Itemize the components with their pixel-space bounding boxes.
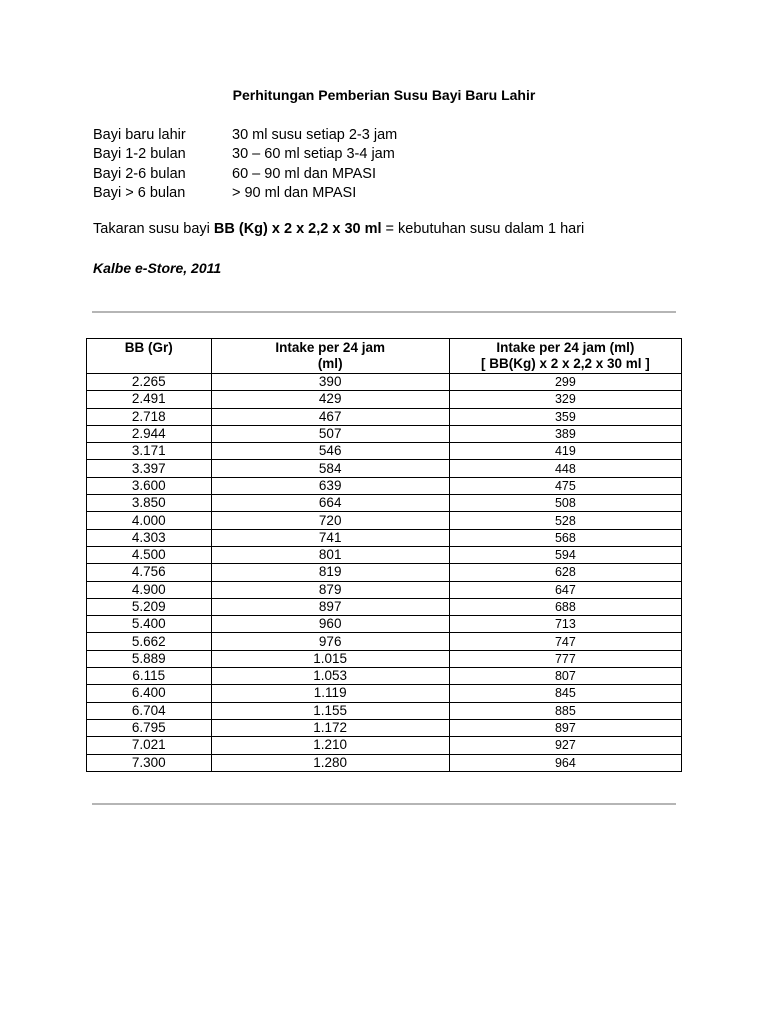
- age-guide-row: [93, 164, 397, 184]
- cell-bb: 5.889: [87, 650, 212, 667]
- cell-intake: 1.280: [211, 754, 449, 771]
- cell-intake: 976: [211, 633, 449, 650]
- cell-intake-formula: 897: [449, 719, 681, 736]
- age-amount: > 90 ml dan MPASI: [232, 185, 357, 202]
- cell-intake: 801: [211, 546, 449, 563]
- table-row: [87, 754, 682, 771]
- cell-intake-formula: 419: [449, 443, 681, 460]
- cell-bb: 2.265: [87, 374, 212, 391]
- cell-bb: 2.491: [87, 391, 212, 408]
- cell-bb: 6.704: [87, 702, 212, 719]
- table-row: [87, 495, 682, 512]
- cell-intake: 546: [211, 443, 449, 460]
- age-label: Bayi > 6 bulan: [93, 185, 186, 202]
- cell-intake-formula: 927: [449, 737, 681, 754]
- cell-intake: 1.119: [211, 685, 449, 702]
- cell-intake-formula: 508: [449, 495, 681, 512]
- table-row: [87, 668, 682, 685]
- cell-intake-formula: 594: [449, 546, 681, 563]
- cell-intake-formula: 647: [449, 581, 681, 598]
- table-row: [87, 719, 682, 736]
- age-amount: 30 ml susu setiap 2-3 jam: [232, 126, 398, 143]
- cell-intake: 720: [211, 512, 449, 529]
- cell-intake: 879: [211, 581, 449, 598]
- cell-intake: 664: [211, 495, 449, 512]
- cell-intake: 741: [211, 529, 449, 546]
- divider-bottom: [92, 803, 676, 805]
- cell-intake-formula: 885: [449, 702, 681, 719]
- cell-intake: 1.155: [211, 702, 449, 719]
- table-row: [87, 737, 682, 754]
- table-row: [87, 477, 682, 494]
- cell-bb: 2.718: [87, 408, 212, 425]
- cell-intake: 390: [211, 374, 449, 391]
- table-row: [87, 408, 682, 425]
- age-guide-row: [93, 145, 397, 165]
- cell-intake: 819: [211, 564, 449, 581]
- formula-prefix: Takaran susu bayi: [93, 221, 214, 237]
- table-row: [87, 512, 682, 529]
- table-row: [87, 633, 682, 650]
- age-guide-row: [93, 184, 397, 204]
- cell-intake-formula: 807: [449, 668, 681, 685]
- cell-intake-formula: 713: [449, 616, 681, 633]
- cell-bb: 6.795: [87, 719, 212, 736]
- age-label: Bayi 2-6 bulan: [93, 165, 186, 182]
- cell-bb: 4.303: [87, 529, 212, 546]
- cell-bb: 2.944: [87, 425, 212, 442]
- cell-intake-formula: 688: [449, 598, 681, 615]
- source-citation: Kalbe e-Store, 2011: [93, 260, 222, 276]
- table-row: [87, 460, 682, 477]
- table-row: [87, 598, 682, 615]
- cell-intake: 584: [211, 460, 449, 477]
- header-intake-formula: Intake per 24 jam (ml) [ BB(Kg) x 2 x 2,2 x 30 ml ]: [449, 339, 681, 374]
- table-row: [87, 443, 682, 460]
- cell-bb: 4.900: [87, 581, 212, 598]
- formula-line: [93, 221, 584, 237]
- cell-bb: 5.400: [87, 616, 212, 633]
- table-row: [87, 425, 682, 442]
- cell-bb: 3.397: [87, 460, 212, 477]
- header-bb: BB (Gr): [87, 339, 212, 374]
- cell-intake-formula: 568: [449, 529, 681, 546]
- cell-bb: 5.209: [87, 598, 212, 615]
- cell-intake-formula: 845: [449, 685, 681, 702]
- table-row: [87, 650, 682, 667]
- cell-intake-formula: 475: [449, 477, 681, 494]
- table-header-row: [87, 339, 682, 374]
- header-intake: Intake per 24 jam (ml): [211, 339, 449, 374]
- cell-intake: 1.210: [211, 737, 449, 754]
- cell-intake-formula: 628: [449, 564, 681, 581]
- cell-intake-formula: 747: [449, 633, 681, 650]
- cell-intake: 897: [211, 598, 449, 615]
- cell-bb: 4.000: [87, 512, 212, 529]
- intake-table: [86, 338, 682, 772]
- cell-bb: 3.600: [87, 477, 212, 494]
- cell-intake-formula: 389: [449, 425, 681, 442]
- table-row: [87, 685, 682, 702]
- age-label: Bayi baru lahir: [93, 126, 186, 143]
- table-row: [87, 616, 682, 633]
- age-label: Bayi 1-2 bulan: [93, 146, 186, 163]
- cell-intake: 429: [211, 391, 449, 408]
- table-body: [87, 374, 682, 772]
- table-row: [87, 391, 682, 408]
- cell-bb: 7.021: [87, 737, 212, 754]
- cell-intake-formula: 777: [449, 650, 681, 667]
- cell-bb: 4.756: [87, 564, 212, 581]
- table-row: [87, 564, 682, 581]
- cell-bb: 5.662: [87, 633, 212, 650]
- age-guide-row: [93, 125, 397, 145]
- formula-suffix: = kebutuhan susu dalam 1 hari: [381, 221, 585, 237]
- cell-intake-formula: 528: [449, 512, 681, 529]
- table-row: [87, 374, 682, 391]
- cell-bb: 3.850: [87, 495, 212, 512]
- cell-intake: 467: [211, 408, 449, 425]
- table-row: [87, 546, 682, 563]
- cell-bb: 6.400: [87, 685, 212, 702]
- cell-intake: 960: [211, 616, 449, 633]
- cell-intake: 507: [211, 425, 449, 442]
- cell-intake: 1.015: [211, 650, 449, 667]
- cell-intake-formula: 964: [449, 754, 681, 771]
- age-guide: [93, 125, 397, 203]
- cell-intake-formula: 448: [449, 460, 681, 477]
- cell-bb: 6.115: [87, 668, 212, 685]
- cell-bb: 3.171: [87, 443, 212, 460]
- cell-intake: 639: [211, 477, 449, 494]
- formula-expression: BB (Kg) x 2 x 2,2 x 30 ml: [213, 221, 382, 237]
- cell-intake-formula: 329: [449, 391, 681, 408]
- document-title: Perhitungan Pemberian Susu Bayi Baru Lahir: [232, 87, 536, 103]
- cell-intake: 1.053: [211, 668, 449, 685]
- table-row: [87, 529, 682, 546]
- cell-intake: 1.172: [211, 719, 449, 736]
- age-amount: 60 – 90 ml dan MPASI: [232, 165, 377, 182]
- divider-top: [92, 311, 676, 313]
- age-amount: 30 – 60 ml setiap 3-4 jam: [232, 146, 395, 163]
- table-row: [87, 581, 682, 598]
- table-row: [87, 702, 682, 719]
- cell-intake-formula: 359: [449, 408, 681, 425]
- cell-bb: 4.500: [87, 546, 212, 563]
- cell-bb: 7.300: [87, 754, 212, 771]
- cell-intake-formula: 299: [449, 374, 681, 391]
